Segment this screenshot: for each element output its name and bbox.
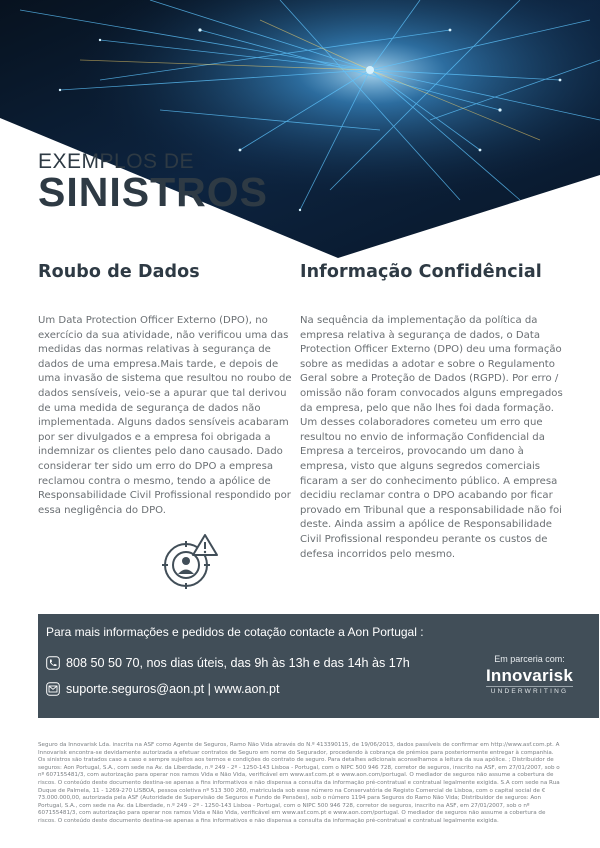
mail-icon — [46, 682, 60, 696]
target-warning-icon — [160, 533, 220, 591]
legal-footer: Seguro da Innovarisk Lda. inscrita na ASF como Agente de Seguros, Ramo Não Vida através do N.º 413390115, de 19/06/2013, dados passíveis de confirmar em http://www.asf.com.pt. A Innovarisk encontra-se devidamente autorizada a efetuar contratos de Seguro em nome do Segurador, procedendo à cobrança de prémios para posteriormente entregar à companhia. Os sinistros são tratados caso a caso e sempre sujeitos aos termos e condições do contrato de seguro. Para detalhes adicionais aconselhamos a leitura da sua apólice. ; Distribuidor de seguros: Aon Portugal, S.A., com sede na Av. da Liberdade, n.º 249 - 2º - 1250-143 Lisboa - Portugal, com o NIPC 500 946 728, corretor de seguros, inscrito na ASF, em 27/01/2007, sob o nº 607155481/3, com autorização para operar nos ramos Vida e Não Vida, verificável em www.asf.com.pt e www.aon.com/portugal. O mediador de seguros não assume a cobertura de riscos. O conteúdo deste documento destina-se apenas a fins informativos e não dispensa a consulta da informação pré-contratual e contratual legalmente exigida. S.A com sede na Rua Duque de Palmela, 11 - 1269-270 LISBOA, pessoa coletiva nº 513 300 260, matriculada sob esse número na Conservatória de Registo Comercial de Lisboa, com o capital social de € 73.000.000,00, autorizada pela ASF (Autoridade de Supervisão de Seguros e Fundo de Pensões), sob o número 1194 para Seguros do Ramo Não Vida; Distribuidor de seguros: Aon Portugal, S.A., com sede na Av. da Liberdade, n.º 249 - 2º - 1250-143 Lisboa - Portugal, com o NIPC 500 946 728, corretor de seguros, inscrito na ASF, em 27/01/2007, sob o nº 607155481/3, com autorização para operar nos ramos Vida e Não Vida, verificável em www.asf.com.pt e www.aon.com/portugal. O mediador de seguros não assume a cobertura de riscos. O conteúdo deste documento destina-se apenas a fins informativos e não dispensa a consulta da informação pré-contratual e contratual legalmente exigida. — [38, 742, 560, 824]
partner-logo — [486, 654, 573, 695]
title-line-2: SINISTROS — [38, 169, 268, 215]
section-body: Um Data Protection Officer Externo (DPO), no exercício da sua atividade, não verificou uma das medidas das normas relativas à segurança de dados de uma empresa.Mais tarde, e depois de uma invasão de sistema que resultou no roubo de dados sensíveis, veio-se a apurar que tal derivou de uma medida de segurança de dados não implementada. Alguns dados sensíveis acabaram por ser divulgados e a empresa foi obrigada a indemnizar os clientes pelo dano causado. Dado considerar ter sido um erro do DPO a empresa reclamou contra o mesmo, tendo a apólice de Responsabilidade Civil Profissional respondido por essa negligência do DPO. — [38, 315, 292, 516]
partner-label: Em parceria com: — [494, 654, 565, 664]
contact-email — [46, 682, 279, 696]
phone-icon — [46, 656, 60, 670]
contact-phone — [46, 656, 410, 670]
section-heading: Roubo de Dados — [38, 262, 200, 282]
section-heading: Informação Confidêncial — [300, 262, 542, 282]
phone-text[interactable]: 808 50 50 70, nos dias úteis, das 9h às 13h e das 14h às 17h — [66, 656, 410, 670]
network-background-image — [0, 0, 600, 258]
contact-box — [38, 614, 599, 718]
section-body: Na sequência da implementação da política da empresa relativa à segurança de dados, o Data Protection Officer Externo (DPO) deu uma formação sobre as medidas a adotar e sobre o Regulamento Geral sobre a Proteção de Dados (RGPD). Por erro / omissão não foram convocados alguns empregados da empresa, pelo que não lhes foi dada formação. Um desses colaboradores cometeu um erro que resultou no envio de informação Confidencial da Empresa a terceiros, provocando um dano à empresa, visto que alguns segredos comerciais ficaram a ser do conhecimento público. A empresa decidiu reclamar contra o DPO acabando por ficar provado em Tribunal que a responsabilidade não foi deste. Ainda assim a apólice de Responsabilidade Civil Profissional respondeu perante os custos de defesa incorridos pelo mesmo. — [300, 315, 563, 560]
partner-brand: Innovarisk — [485, 666, 573, 685]
section-roubo-de-dados — [38, 262, 300, 518]
title-line-1: EXEMPLOS DE — [38, 150, 195, 173]
email-text[interactable]: suporte.seguros@aon.pt | www.aon.pt — [66, 682, 280, 696]
contact-header: Para mais informações e pedidos de cotação contacte a Aon Portugal : — [46, 625, 424, 639]
hero-banner — [0, 0, 600, 258]
partner-subtitle: UNDERWRITING — [486, 686, 573, 695]
section-informacao-confidencial — [300, 262, 568, 562]
page-title — [38, 150, 268, 214]
